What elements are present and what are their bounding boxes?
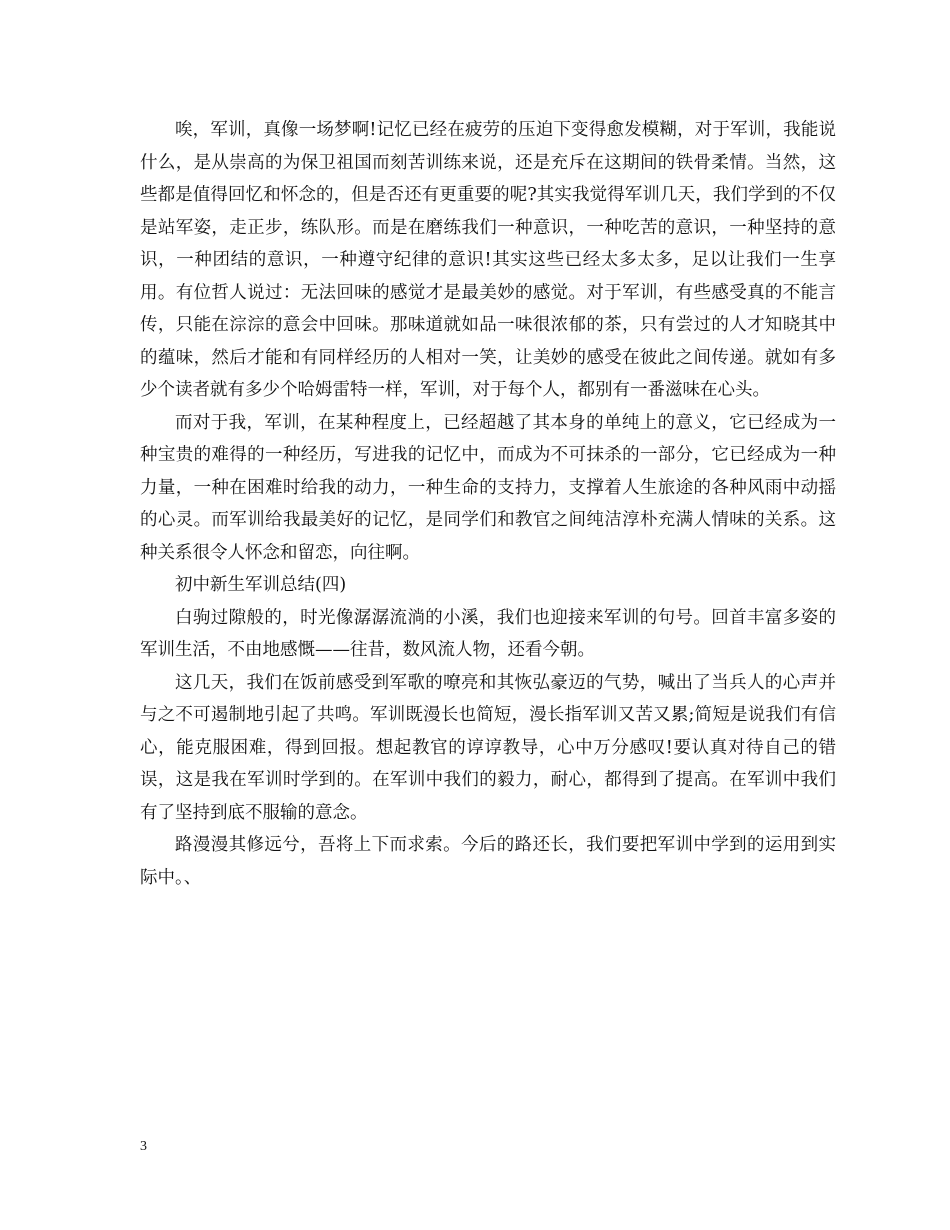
page-number: 3	[140, 1139, 147, 1154]
document-body	[140, 114, 836, 894]
paragraph: 路漫漫其修远兮，吾将上下而求索。今后的路还长，我们要把军训中学到的运用到实际中。、	[140, 835, 836, 888]
section-heading: 初中新生军训总结(四)	[175, 575, 347, 595]
paragraph: 唉，军训，真像一场梦啊!记忆已经在疲劳的压迫下变得愈发模糊，对于军训，我能说什么，是从崇高的为保卫祖国而刻苦训练来说，还是充斥在这期间的铁骨柔情。当然，这些都是值得回忆和怀念的，但是否还有更重要的呢?其实我觉得军训几天，我们学到的不仅是站军姿，走正步，练队形。而是在磨练我们一种意识，一种吃苦的意识，一种坚持的意识，一种团结的意识，一种遵守纪律的意识!其实这些已经太多太多，足以让我们一生享用。有位哲人说过：无法回味的感觉才是最美妙的感觉。对于军训，有些感受真的不能言传，只能在淙淙的意会中回味。那味道就如品一味很浓郁的茶，只有尝过的人才知晓其中的蕴味，然后才能和有同样经历的人相对一笑，让美妙的感受在彼此之间传递。就如有多少个读者就有多少个哈姆雷特一样，军训，对于每个人，都别有一番滋味在心头。	[140, 120, 836, 400]
paragraph: 而对于我，军训，在某种程度上，已经超越了其本身的单纯上的意义，它已经成为一种宝贵的难得的一种经历，写进我的记忆中，而成为不可抹杀的一部分，它已经成为一种力量，一种在困难时给我的动力，一种生命的支持力，支撑着人生旅途的各种风雨中动摇的心灵。而军训给我最美好的记忆，是同学们和教官之间纯洁淳朴充满人情味的关系。这种关系很令人怀念和留恋，向往啊。	[140, 412, 836, 563]
paragraph: 白驹过隙般的，时光像潺潺流淌的小溪，我们也迎接来军训的句号。回首丰富多姿的军训生活，不由地感慨——往昔，数风流人物，还看今朝。	[140, 607, 836, 660]
paragraph: 这几天，我们在饭前感受到军歌的嘹亮和其恢弘豪迈的气势，喊出了当兵人的心声并与之不可遏制地引起了共鸣。军训既漫长也简短，漫长指军训又苦又累;简短是说我们有信心，能克服困难，得到回报。想起教官的谆谆教导，心中万分感叹!要认真对待自己的错误，这是我在军训时学到的。在军训中我们的毅力，耐心，都得到了提高。在军训中我们有了坚持到底不服输的意念。	[140, 672, 836, 823]
